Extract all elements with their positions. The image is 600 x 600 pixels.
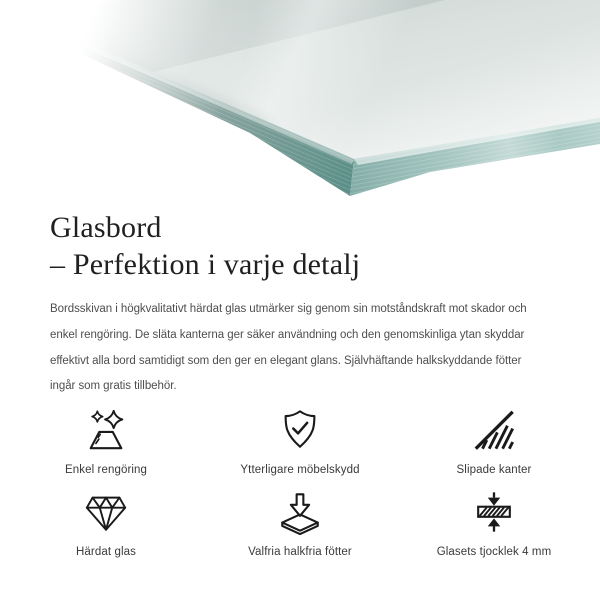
feature-label: Ytterligare möbelskydd (240, 464, 360, 477)
description-line: enkel rengöring. De släta kanterna ger säker användning och den genomskinliga ytan skyddar (50, 328, 525, 341)
text-section (0, 206, 600, 400)
feature-grid (0, 409, 600, 559)
feature-antislip-feet (203, 491, 397, 559)
feature-glass-thickness (397, 491, 591, 559)
feature-easy-cleaning (9, 409, 203, 477)
feature-furniture-protection (203, 409, 397, 477)
feature-label: Valfria halkfria fötter (248, 546, 352, 559)
polished-edges-icon (471, 409, 517, 453)
product-description (50, 297, 550, 400)
feature-label: Glasets tjocklek 4 mm (436, 546, 552, 559)
white-fade-overlay (0, 0, 600, 206)
feature-label: Enkel rengöring (64, 464, 148, 477)
thickness-icon (471, 491, 517, 535)
feature-tempered-glass (9, 491, 203, 559)
feature-label: Härdat glas (76, 546, 136, 559)
description-line: Bordsskivan i högkvalitativt härdat glas utmärker sig genom sin motståndskraft mot skador och (50, 303, 527, 315)
feature-polished-edges (397, 409, 591, 477)
feature-label: Slipade kanter (456, 464, 532, 477)
title-line-1: Glasbord (50, 211, 162, 244)
description-line: effektivt alla bord samtidigt som den ger en elegant glans. Självhäftande halkskyddande fötter (50, 354, 522, 367)
description-line: ingår som gratis tillbehör. (50, 380, 177, 393)
title-line-2: – Perfektion i varje detalj (50, 248, 361, 281)
page-title (50, 206, 550, 283)
sparkle-clean-icon (83, 409, 129, 453)
shield-check-icon (277, 409, 323, 453)
arrow-pad-icon (277, 491, 323, 535)
diamond-icon (83, 491, 129, 535)
product-hero-image (0, 0, 600, 206)
